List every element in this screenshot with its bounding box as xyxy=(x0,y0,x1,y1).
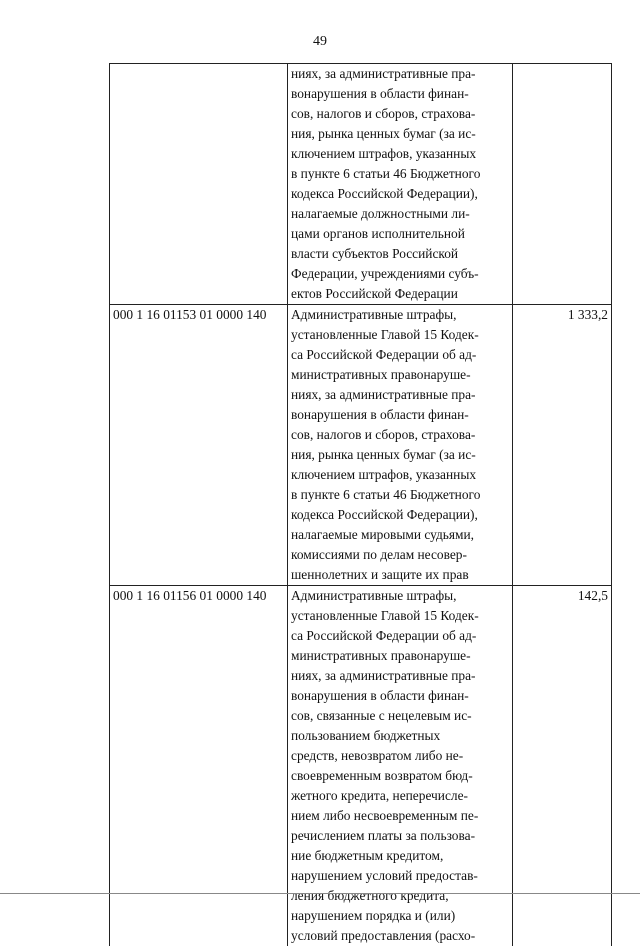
page-number: 49 xyxy=(0,34,640,50)
description-cell: Административные штрафы, установленные Главой 15 Кодек- са Российской Федерации об ад- министративных правонаруше- ниях, за административные пра- вонарушения в области финан- сов, связанные с нецелевым ис- пользованием бюджетных средств, невозвратом либо не- своевременным возвратом бюд- жетного кредита, неперечисле- нием либо несвоевременным пе- речислением платы за пользова- ние бюджетным кредитом, нарушением условий предостав- ления бюджетного кредита, нарушением порядка и (или) условий предоставления (расхо- xyxy=(288,586,513,946)
table-row xyxy=(110,305,612,586)
table-row xyxy=(110,586,612,946)
budget-code-cell: 000 1 16 01153 01 0000 140 xyxy=(110,305,288,586)
amount-cell: 1 333,2 xyxy=(513,305,612,586)
description-cell: Административные штрафы, установленные Главой 15 Кодек- са Российской Федерации об ад- министративных правонаруше- ниях, за административные пра- вонарушения в области финан- сов, налогов и сборов, страхова- ния, рынка ценных бумаг (за ис- ключением штрафов, указанных в пункте 6 статьи 46 Бюджетного кодекса Российской Федерации), налагаемые мировыми судьями, комиссиями по делам несовер- шеннолетних и защите их прав xyxy=(288,305,513,586)
amount-cell: 142,5 xyxy=(513,586,612,946)
page-bottom-rule xyxy=(0,893,640,894)
budget-code-cell: 000 1 16 01156 01 0000 140 xyxy=(110,586,288,946)
budget-code-cell xyxy=(110,64,288,305)
amount-cell xyxy=(513,64,612,305)
budget-table xyxy=(109,63,612,946)
description-cell: ниях, за административные пра- вонарушения в области финан- сов, налогов и сборов, страхова- ния, рынка ценных бумаг (за ис- ключением штрафов, указанных в пункте 6 статьи 46 Бюджетного кодекса Российской Федерации), налагаемые должностными ли- цами органов исполнительной власти субъектов Российской Федерации, учреждениями субъ- ектов Российской Федерации xyxy=(288,64,513,305)
table-row xyxy=(110,64,612,305)
